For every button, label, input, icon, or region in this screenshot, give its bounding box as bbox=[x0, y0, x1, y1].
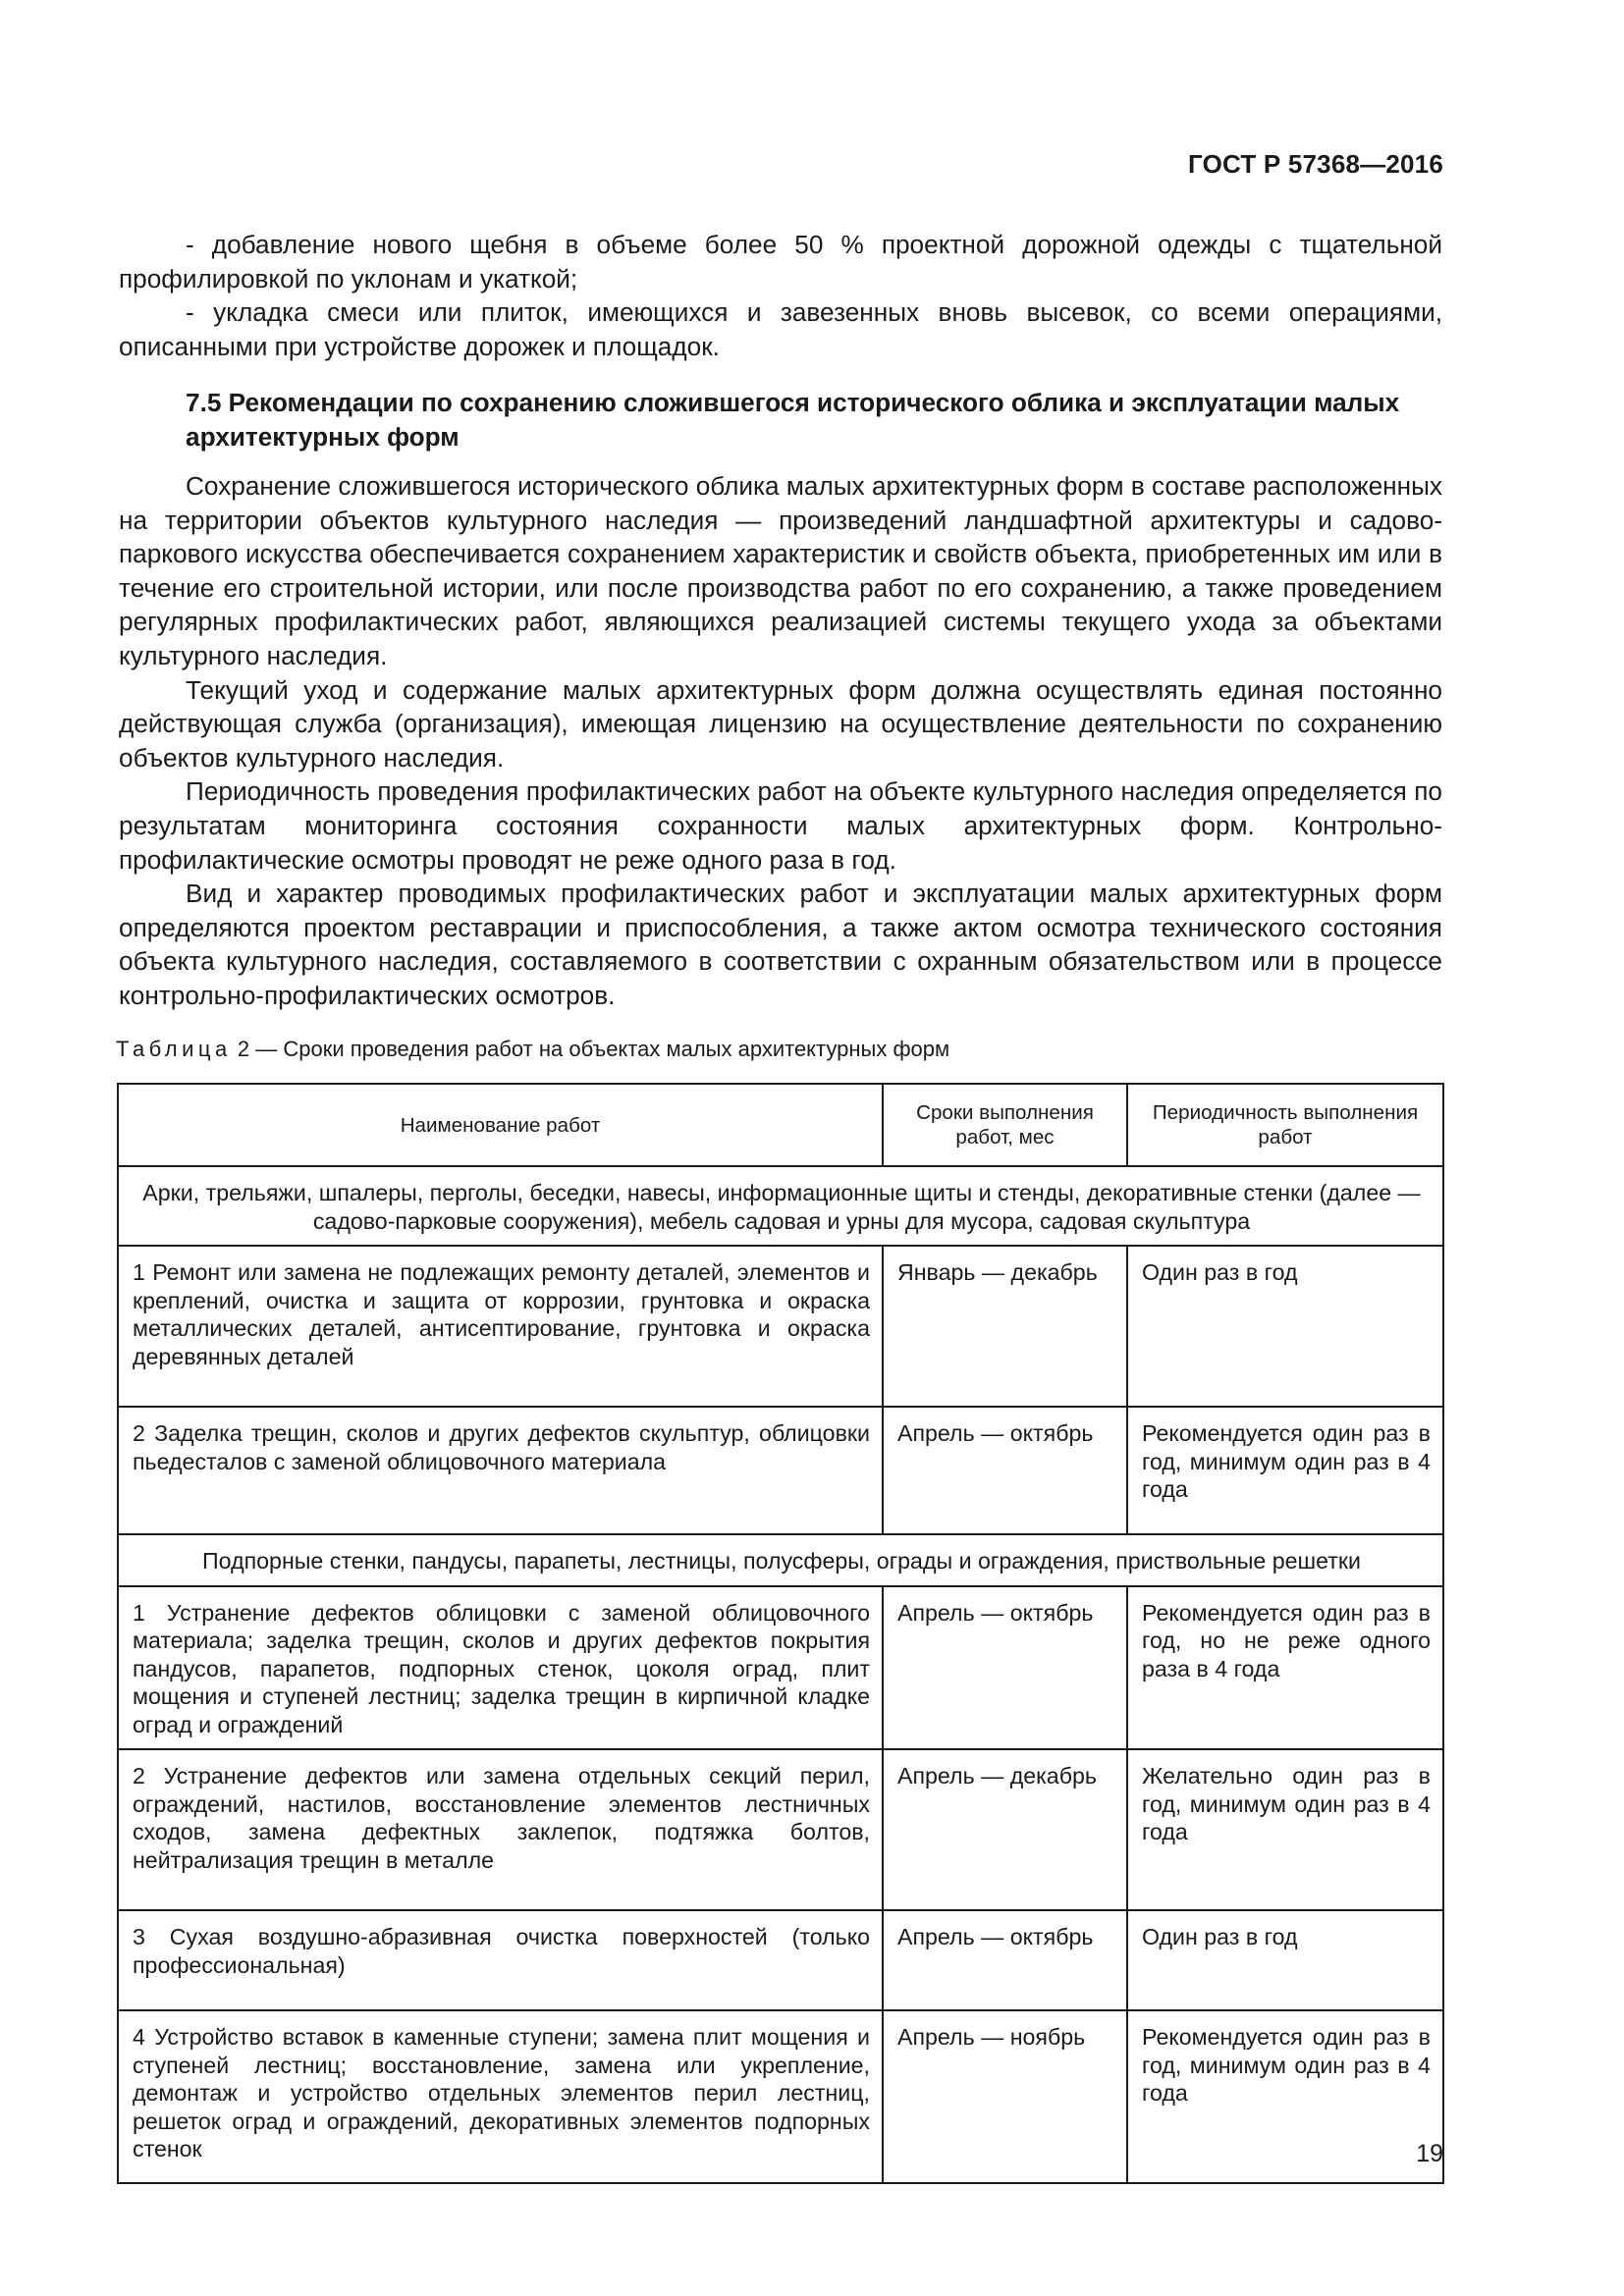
work-name-cell: 3 Сухая воздушно-абразивная очистка поверхностей (только профессиональная) bbox=[118, 1910, 883, 2010]
table-group-row bbox=[118, 1166, 1443, 1246]
period-cell: Рекомендуется один раз в год, минимум один раз в 4 года bbox=[1127, 1407, 1443, 1534]
work-name-cell: 1 Устранение дефектов облицовки с заменой облицовочного материала; заделка трещин, сколов и других дефектов покрытия пандусов, парапетов, подпорных стенок, цоколя оград, плит мощения и ступеней лестниц; заделка трещин в кирпичной кладке оград и ограждений bbox=[118, 1586, 883, 1750]
table-row bbox=[118, 1910, 1443, 2010]
period-cell: Рекомендуется один раз в год, но не реже одного раза в 4 года bbox=[1127, 1586, 1443, 1750]
work-name-cell: 2 Заделка трещин, сколов и других дефектов скульптур, облицовки пьедесталов с заменой облицовочного материала bbox=[118, 1407, 883, 1534]
period-cell: Рекомендуется один раз в год, минимум один раз в 4 года bbox=[1127, 2010, 1443, 2183]
paragraph: Периодичность проведения профилактических работ на объекте культурного наследия определяется по результатам мониторинга состояния сохранности малых архитектурных форм. Контрольно-профилактические осмотры проводят не реже одного раза в год. bbox=[119, 776, 1442, 875]
work-name-cell: 1 Ремонт или замена не подлежащих ремонту деталей, элементов и креплений, очистка и защита от коррозии, грунтовка и окраска металлических деталей, антисептирование, грунтовка и окраска деревянных деталей bbox=[118, 1246, 883, 1407]
header-term: Сроки выполнения работ, мес bbox=[883, 1084, 1127, 1166]
table-row bbox=[118, 1407, 1443, 1534]
term-cell: Апрель — октябрь bbox=[883, 1586, 1127, 1750]
term-cell: Апрель — октябрь bbox=[883, 1910, 1127, 2010]
period-cell: Один раз в год bbox=[1127, 1910, 1443, 2010]
table-header-row bbox=[118, 1084, 1443, 1166]
work-name-cell: 2 Устранение дефектов или замена отдельных секций перил, ограждений, настилов, восстановление элементов лестничных сходов, замена дефектных заклепок, подтяжка болтов, нейтрализация трещин в металле bbox=[118, 1749, 883, 1910]
header-work-name: Наименование работ bbox=[118, 1084, 883, 1166]
term-cell: Апрель — октябрь bbox=[883, 1407, 1127, 1534]
page-number: 19 bbox=[1416, 2140, 1443, 2167]
document-header: ГОСТ Р 57368—2016 bbox=[1188, 149, 1443, 179]
group-title: Подпорные стенки, пандусы, парапеты, лестницы, полусферы, ограды и ограждения, приствольные решетки bbox=[118, 1534, 1443, 1586]
group-title: Арки, трельяжи, шпалеры, перголы, беседки, навесы, информационные щиты и стенды, декоративные стенки (далее — садово-парковые сооружения), мебель садовая и урны для мусора, садовая скульптура bbox=[118, 1166, 1443, 1246]
paragraph: Текущий уход и содержание малых архитектурных форм должна осуществлять единая постоянно действующая служба (организация), имеющая лицензию на осуществление деятельности по сохранению объектов культурного наследия. bbox=[119, 674, 1442, 773]
table-caption-text: 2 — Сроки проведения работ на объектах малых архитектурных форм bbox=[231, 1037, 950, 1061]
table-group-row bbox=[118, 1534, 1443, 1586]
term-cell: Апрель — декабрь bbox=[883, 1749, 1127, 1910]
table-row bbox=[118, 1586, 1443, 1750]
paragraph: - укладка смеси или плиток, имеющихся и завезенных вновь высевок, со всеми операциями, описанными при устройстве дорожек и площадок. bbox=[119, 297, 1442, 361]
works-schedule-table bbox=[117, 1083, 1444, 2184]
paragraph: Сохранение сложившегося исторического облика малых архитектурных форм в составе расположенных на территории объектов культурного наследия — произведений ландшафтной архитектуры и садово-паркового искусства обеспечивается сохранением характеристик и свойств объекта, приобретенных им или в течение его строительной истории, или после производства работ по его сохранению, а также проведением регулярных профилактических работ, являющихся реализацией системы текущего ухода за объектами культурного наследия. bbox=[119, 471, 1442, 670]
table-row bbox=[118, 1749, 1443, 1910]
period-cell: Желательно один раз в год, минимум один раз в 4 года bbox=[1127, 1749, 1443, 1910]
table-row bbox=[118, 2010, 1443, 2183]
table-caption-label: Таблица bbox=[116, 1037, 232, 1061]
header-period: Периодичность выполнения работ bbox=[1127, 1084, 1443, 1166]
paragraph: Вид и характер проводимых профилактических работ и эксплуатации малых архитектурных форм определяются проектом реставрации и приспособления, а также актом осмотра технического состояния объекта культурного наследия, составляемого в соответствии с охранным обязательством или в процессе контрольно-профилактических осмотров. bbox=[119, 879, 1442, 1010]
intro-text bbox=[119, 228, 1442, 363]
term-cell: Январь — декабрь bbox=[883, 1246, 1127, 1407]
section-title: 7.5 Рекомендации по сохранению сложившегося исторического облика и эксплуатации малых архитектурных форм bbox=[186, 388, 1400, 452]
section-body bbox=[119, 469, 1442, 1013]
term-cell: Апрель — ноябрь bbox=[883, 2010, 1127, 2183]
period-cell: Один раз в год bbox=[1127, 1246, 1443, 1407]
paragraph: - добавление нового щебня в объеме более 50 % проектной дорожной одежды с тщательной профилировкой по уклонам и укаткой; bbox=[119, 230, 1442, 294]
table-caption bbox=[116, 1036, 949, 1063]
table-row bbox=[118, 1246, 1443, 1407]
work-name-cell: 4 Устройство вставок в каменные ступени; замена плит мощения и ступеней лестниц; восстановление, замена или укрепление, демонтаж и устройство отдельных элементов перил лестниц, решеток оград и ограждений, декоративных элементов подпорных стенок bbox=[118, 2010, 883, 2183]
